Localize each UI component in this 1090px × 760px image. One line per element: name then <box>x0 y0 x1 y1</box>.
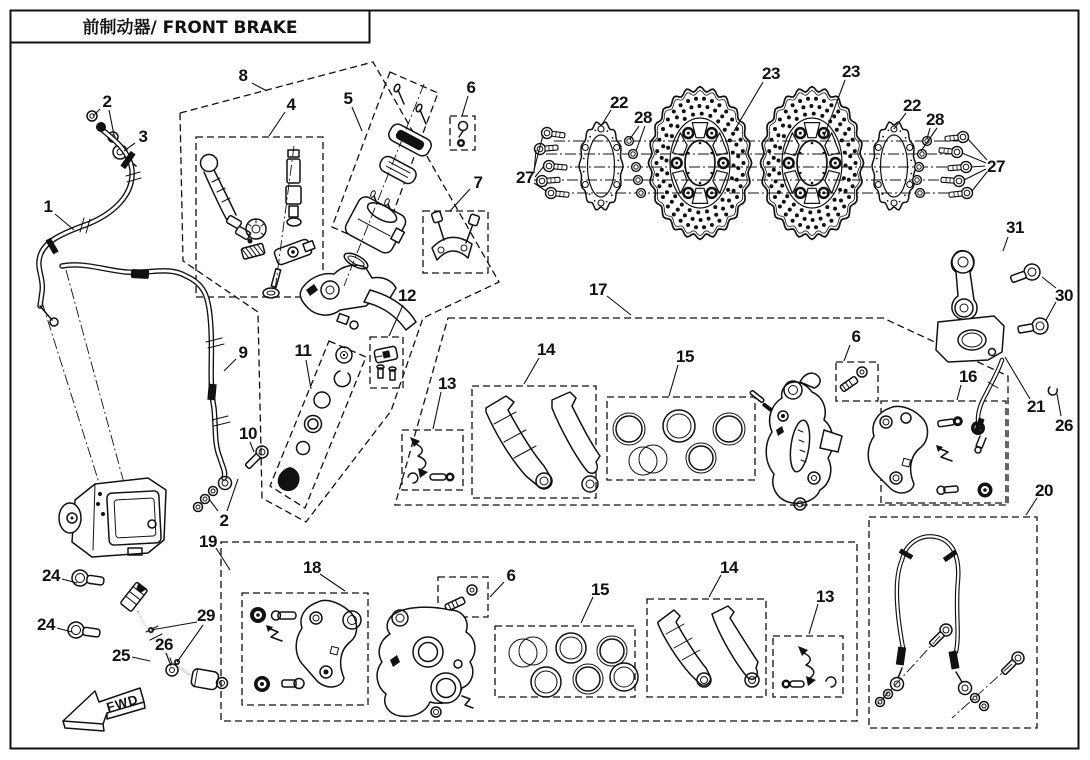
fwd-label: FWD <box>104 691 141 715</box>
callout-31-label: 31 <box>1006 218 1024 237</box>
leader-line <box>581 597 593 623</box>
leader-line <box>227 479 238 511</box>
spring-icon <box>241 243 265 259</box>
hose-clamp-kit-drawing <box>374 346 398 380</box>
brake-pads-14b-drawing <box>658 606 759 687</box>
callout-6-label: 6 <box>506 566 516 585</box>
bleeder-screw-6a-drawing <box>457 122 468 148</box>
leader-line <box>62 579 77 583</box>
leader-line <box>209 499 218 511</box>
callout-10-label: 10 <box>239 424 257 443</box>
brake-caliper-rear-drawing <box>750 373 842 510</box>
leader-line <box>971 166 985 167</box>
leader-line <box>109 110 114 135</box>
callout-19-label: 19 <box>199 532 217 551</box>
leader-line <box>216 548 230 570</box>
group-box-12 <box>370 337 403 388</box>
leader-line <box>132 657 150 661</box>
leader-line <box>524 358 539 384</box>
washer-icon <box>87 111 97 121</box>
leader-line <box>669 365 678 396</box>
leader-line <box>490 582 504 597</box>
callout-26-label: 26 <box>1055 416 1073 435</box>
page-title: 前制动器/ FRONT BRAKE <box>82 18 298 38</box>
brake-disc-23a-drawing <box>648 87 751 240</box>
leader-line <box>1003 237 1008 251</box>
seal-kit-15a-drawing <box>613 410 745 475</box>
callout-16-label: 16 <box>959 367 977 386</box>
callout-17-label: 17 <box>589 280 607 299</box>
callout-20-label: 20 <box>1035 481 1053 500</box>
callout-2-label: 2 <box>219 511 229 530</box>
callout-3-label: 3 <box>138 127 148 146</box>
brake-pads-14a-drawing <box>486 392 600 492</box>
callout-8-label: 8 <box>238 66 248 85</box>
callout-22-label: 22 <box>903 96 921 115</box>
bleeder-screw-6c-drawing <box>444 585 477 611</box>
leader-line <box>269 112 285 136</box>
reservoir-kit-drawing <box>342 83 434 286</box>
callout-27-label: 27 <box>987 157 1005 176</box>
leader-line <box>320 574 345 591</box>
repair-kit-drawing <box>278 347 352 491</box>
bleeder-screw-6b-drawing <box>840 367 867 392</box>
callout-13-label: 13 <box>816 587 834 606</box>
callout-5-label: 5 <box>343 89 353 108</box>
disc-carrier-22a-drawing <box>579 122 623 210</box>
callout-27-label: 27 <box>516 168 534 187</box>
leader-line <box>1042 277 1056 288</box>
callout-15-label: 15 <box>591 580 609 599</box>
callout-18-label: 18 <box>303 558 321 577</box>
banjo-bolt-icon <box>927 622 955 650</box>
leader-line <box>734 82 763 131</box>
callout-7-label: 7 <box>473 173 483 192</box>
callout-4-label: 4 <box>286 95 296 114</box>
fwd-arrow <box>63 688 145 731</box>
callout-12-label: 12 <box>398 286 416 305</box>
callout-21-label: 21 <box>1027 397 1045 416</box>
banjo-bolt-icon <box>999 650 1027 678</box>
callout-26-label: 26 <box>155 635 173 654</box>
leader-line <box>607 296 631 315</box>
callout-14-label: 14 <box>720 558 738 577</box>
caliper-bracket-16-drawing <box>868 406 992 497</box>
brake-disc-23b-drawing <box>760 87 863 240</box>
brake-hose-20-drawing <box>876 536 1027 718</box>
leader-line <box>352 107 362 131</box>
leader-line <box>250 442 254 452</box>
callout-6-label: 6 <box>851 327 861 346</box>
callout-25-label: 25 <box>112 646 130 665</box>
callout-13-label: 13 <box>438 374 456 393</box>
leader-line <box>306 360 311 389</box>
disc-carrier-22b-drawing <box>872 122 916 210</box>
leader-line <box>462 96 468 116</box>
leader-line <box>957 385 961 400</box>
callout-2-label: 2 <box>102 92 112 111</box>
leader-line <box>809 604 818 634</box>
callout-24-label: 24 <box>37 615 55 634</box>
caliper-bracket-18-drawing <box>250 600 361 692</box>
seal-kit-15b-drawing <box>509 633 638 697</box>
sensor-bolts-24-drawing <box>67 569 105 641</box>
pad-retainer-13b-drawing <box>782 646 836 689</box>
lever-kit-drawing <box>201 146 317 298</box>
leader-line <box>450 189 470 211</box>
callout-23-label: 23 <box>762 64 780 83</box>
leader-line <box>1057 394 1061 416</box>
leader-line <box>177 625 203 662</box>
leader-line <box>630 126 639 139</box>
callout-1-label: 1 <box>43 197 53 216</box>
banjo-bolt-10-icon <box>243 444 271 472</box>
abs-unit-drawing <box>59 478 166 557</box>
bolt-icon <box>1017 317 1049 338</box>
leader-line <box>1026 498 1037 515</box>
disc-bolts-27a-drawing <box>534 127 569 201</box>
speed-sensor-25-drawing <box>120 582 227 690</box>
callout-30-label: 30 <box>1055 286 1073 305</box>
disc-washers-28b-drawing <box>913 137 932 198</box>
callout-22-label: 22 <box>610 93 628 112</box>
caliper-link-31-drawing <box>936 251 1049 362</box>
brake-caliper-front-drawing <box>377 607 475 717</box>
leader-line <box>1005 357 1030 399</box>
callout-11-label: 11 <box>294 341 312 360</box>
callout-15-label: 15 <box>676 347 694 366</box>
callout-29-label: 29 <box>197 606 215 625</box>
bolt-icon <box>1009 262 1043 287</box>
leader-line <box>636 126 645 151</box>
callout-28-label: 28 <box>926 110 944 129</box>
callout-24-label: 24 <box>42 566 60 585</box>
leader-line <box>433 392 441 429</box>
leader-line <box>252 83 267 91</box>
leader-line <box>55 214 74 230</box>
callout-28-label: 28 <box>634 108 652 127</box>
callout-14-label: 14 <box>537 340 555 359</box>
leader-line <box>844 345 850 361</box>
callout-23-label: 23 <box>842 62 860 81</box>
callout-9-label: 9 <box>238 343 248 362</box>
callout-6-label: 6 <box>466 78 476 97</box>
brake-hose-1-drawing <box>39 111 271 512</box>
leader-line <box>709 575 721 597</box>
leader-line <box>57 628 72 632</box>
pad-retainer-13a-drawing <box>408 437 455 483</box>
leader-line <box>224 359 236 371</box>
